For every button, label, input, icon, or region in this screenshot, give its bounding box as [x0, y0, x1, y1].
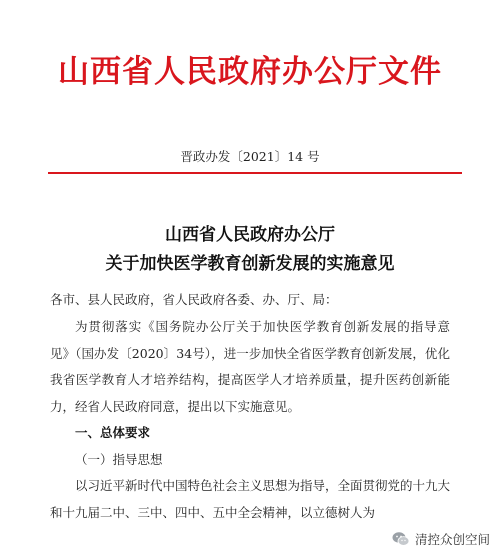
red-divider [48, 172, 462, 174]
body-paragraph-1: 为贯彻落实《国务院办公厅关于加快医学教育创新发展的指导意见》（国办发〔2020〕34号），进一步加快全省医学教育创新发展，优化我省医学教育人才培养结构，提高医学人才培养质量，提升医药创新能力，经省人民政府同意，提出以下实施意见。 [50, 319, 450, 414]
watermark-text: 清控众创空间 [414, 532, 490, 547]
document-number: 晋政办发〔2021〕14 号 [180, 149, 320, 164]
body-paragraph-2: 以习近平新时代中国特色社会主义思想为指导，全面贯彻党的十九大和十九届二中、三中、四中、五中全会精神，以立德树人为 [50, 478, 451, 520]
watermark [387, 528, 494, 550]
document-title-line2: 关于加快医学教育创新发展的实施意见 [105, 254, 395, 274]
wechat-icon [391, 529, 411, 549]
issuer-header-title: 山西省人民政府办公厅文件 [58, 54, 442, 90]
document-title-line1: 山西省人民政府办公厅 [165, 225, 335, 245]
section-heading-1: 一、总体要求 [75, 425, 151, 440]
subsection-heading-1: （一）指导思想 [75, 452, 163, 467]
salutation: 各市、县人民政府，省人民政府各委、办、厅、局： [50, 292, 338, 307]
